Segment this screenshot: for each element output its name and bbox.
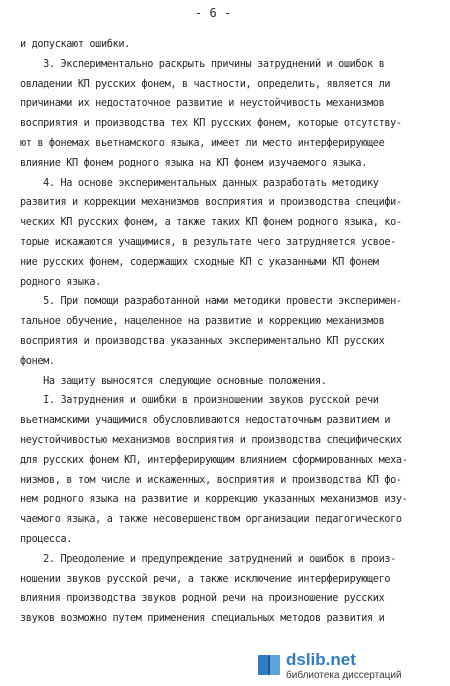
dslib-logo-icon [256, 652, 282, 678]
text-line: процесса. [20, 534, 73, 545]
text-line: развития и коррекции механизмов восприятия и производства специфи- [20, 197, 402, 209]
watermark-name: dslib.net [286, 650, 356, 669]
text-line: восприятия и производства тех КП русских фонем, которые отсутству- [20, 118, 402, 130]
text-line: фонем. [20, 355, 55, 367]
text-line: ние русских фонем, содержащих сходные КП с указанными КП фонем [20, 256, 379, 268]
text-line: торые искажаются учащимися, в результате чего затрудняется усвое- [20, 237, 396, 248]
text-line: тальное обучение, нацеленное на развитие и коррекцию механизмов [20, 316, 385, 328]
text-line: и допускают ошибки. [20, 39, 130, 50]
text-line: низмов, в том числе и искаженных, восприятия и производства КП фо- [20, 474, 402, 486]
text-line: влияния производства звуков родной речи на произношение русских [20, 593, 385, 605]
text-line: чаемого языка, а также несовершенством организации педагогического [20, 514, 402, 526]
text-line: вьетнамскими учащимися обусловливаются недостаточным развитием и [20, 415, 391, 427]
text-line: 3. Экспериментально раскрыть причины затруднений и ошибок в [20, 58, 385, 70]
text-line: ношении звуков русской речи, а также исключение интерферирующего [20, 573, 391, 585]
text-line: 5. При помощи разработанной нами методики провести эксперимен- [20, 296, 402, 308]
text-line: неустойчивостью механизмов восприятия и производства специфических [20, 435, 402, 446]
text-line: 2. Преодоление и предупреждение затруднений и ошибок в произ- [20, 553, 396, 565]
page-number: - 6 - [195, 6, 232, 20]
text-line: 4. На основе экспериментальных данных разработать методику [20, 177, 379, 189]
text-line: родного языка. [20, 276, 101, 288]
text-line: причинами их недостаточное развитие и неустойчивость механизмов [20, 98, 385, 110]
text-line: для русских фонем КП, интерферирующим влиянием сформированных меха- [20, 454, 408, 466]
text-line: На защиту выносятся следующие основные положения. [20, 375, 327, 387]
text-line: влияние КП фонем родного языка на КП фонем изучаемого языка. [20, 157, 368, 169]
text-line: ческих КП русских фонем, а также таких КП фонем родного языка, ко- [20, 217, 402, 229]
text-line: нем родного языка на развитие и коррекцию указанных механизмов изу- [20, 494, 408, 506]
watermark [246, 650, 446, 684]
text-line: овладении КП русских фонем, в частности, определить, является ли [20, 78, 391, 90]
text-line: восприятия и производства указанных экспериментально КП русских [20, 336, 385, 347]
text-line: I. Затруднения и ошибки в произношении звуков русской речи [20, 395, 379, 407]
text-line: ют в фонемах вьетнамского языка, имеет ли место интерферирующее [20, 138, 385, 149]
watermark-tagline: библиотека диссертаций [286, 670, 402, 681]
text-line: звуков возможно путем применения специальных методов развития и [20, 613, 385, 625]
